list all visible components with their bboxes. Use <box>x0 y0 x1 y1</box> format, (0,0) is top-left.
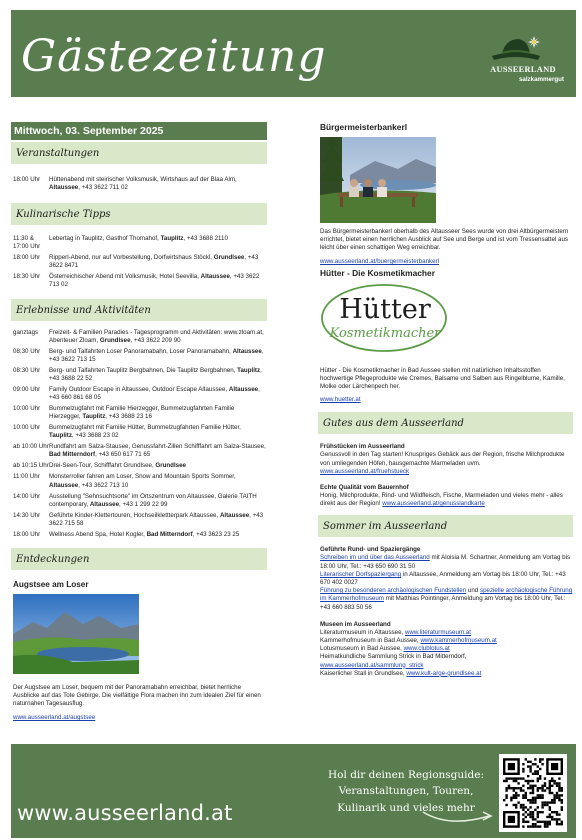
gutes-item-text: Genussvoll in den Tag starten! Knuspriges Gebäck aus der Region, frische Milchprodukte von umliegenden Höfen, hausgemachte Marmeladen uvm. <box>320 451 565 467</box>
event-row <box>13 462 267 470</box>
event-row <box>13 273 267 289</box>
museum-link-lotus[interactable]: www.clublotus.at <box>403 645 450 653</box>
event-phone: , +43 3622 711 02 <box>78 184 128 192</box>
museum-link-strick[interactable]: www.ausseerland.at/sammlung_strick <box>320 661 424 669</box>
right-column <box>318 122 573 678</box>
event-time: ganztags <box>13 328 39 336</box>
event-location: Altaussee <box>49 481 79 489</box>
event-location: Grundlsee <box>213 254 245 262</box>
museum-text: Kaiserlicher Stall in Grundlsee, <box>320 669 407 677</box>
fuehrungen-block <box>320 546 573 611</box>
augstsee-link[interactable]: www.ausseerland.at/augstsee <box>13 714 96 722</box>
event-row <box>13 367 267 383</box>
section-sommer: Sommer im Ausseerland <box>318 515 573 537</box>
event-location: Tauplitz <box>160 235 184 243</box>
event-location: Bad Mitterndorf <box>49 451 96 459</box>
gutes-item-link[interactable]: www.ausseerland.at/fruehstueck <box>320 467 410 475</box>
event-description <box>49 512 267 528</box>
section-entdeckungen: Entdeckungen <box>11 548 267 570</box>
event-time: 11:00 Uhr <box>13 473 40 481</box>
event-location: Tauplitz <box>82 413 106 421</box>
erlebnisse-list <box>11 329 267 539</box>
event-description <box>49 254 267 270</box>
event-description <box>49 405 267 421</box>
event-text: Ripperl-Abend, nur auf Vorbestellung, Dorfwirtshaus Stöckl, <box>49 254 214 262</box>
event-time: 09:00 Uhr <box>13 385 41 393</box>
page-title: Gästezeitung <box>21 31 327 82</box>
event-time: 18:00 Uhr <box>13 530 41 538</box>
section-veranstaltungen: Veranstaltungen <box>11 142 267 164</box>
event-location: Altaussee <box>219 511 250 519</box>
logo-brand-text: AUSSEERLAND <box>490 65 556 74</box>
fuehrung-text-archaeologie: mit Matthias Pointinger, Anmeldung am Vortag bis 18:00 Uhr, Tel.: +43 660 883 50 56 <box>320 595 566 611</box>
event-time: 08:30 Uhr <box>13 366 41 374</box>
event-location: Altaussee <box>232 347 262 355</box>
event-text: Freizeit- & Familien Paradies - Tagesprogramm und Aktivitäten: www.zloam.at, Abenteuer Zloam, <box>49 328 264 344</box>
event-text: Wellness Abend Spa, Hotel Kogler, <box>49 530 147 538</box>
event-phone: , +43 3622 713 10 <box>78 481 129 489</box>
event-description <box>49 424 267 440</box>
event-phone: , +43 3688 23 02 <box>71 432 119 440</box>
event-description <box>49 273 267 289</box>
event-phone: , +43 3622 713 15 <box>49 347 264 363</box>
date-bar: Mittwoch, 03. September 2025 <box>11 122 267 140</box>
guide-line-2: Veranstaltungen, Touren, <box>338 785 474 798</box>
event-time: 18:00 Uhr <box>13 254 41 262</box>
fuehrung-mid-text: und <box>466 587 480 595</box>
ausseerland-logo[interactable] <box>482 32 564 92</box>
museen-block <box>320 621 573 678</box>
buergermeister-text: Das Bürgermeisterbankerl oberhalb des Altausseer Sees wurde von drei Altbürgermeistern errichtet, bietet einen herrlichen Ausblick auf See und Berge und ist vom Tressensattel aus leicht über einen schattigen Weg erreichbar. <box>320 227 569 252</box>
huetter-logo-top: Hütter <box>339 293 431 325</box>
left-column <box>11 122 267 722</box>
event-text: Berg- und Talfahrten Loser Panoramabahn, Loser Panoramabahn, <box>49 347 233 355</box>
fuehrungen-title: Geführte Rund- und Spaziergänge <box>320 546 421 554</box>
event-row <box>13 473 267 489</box>
event-text: Drei-Seen-Tour, Schifffahrt Grundlsee, <box>49 462 156 470</box>
event-time: 14:00 Uhr <box>13 492 41 500</box>
event-time: 14:30 Uhr <box>13 511 41 519</box>
event-phone: , +43 3622 209 90 <box>130 336 181 344</box>
museum-link-literatur[interactable]: www.literaturmuseum.at <box>404 628 471 636</box>
guide-line-3: Kulinarik und vieles mehr <box>337 801 475 814</box>
event-row <box>13 493 267 509</box>
event-description <box>49 176 267 192</box>
event-row <box>13 329 267 345</box>
event-row <box>13 348 267 364</box>
gutes-item-title: Echte Qualität vom Bauernhof <box>320 483 409 491</box>
event-text: Bummelzugfahrt mit Familie Hierzegger, Bummelzugfahrten Familie Hierzegger, <box>49 405 235 421</box>
event-row <box>13 386 267 402</box>
museum-text: Literaturmuseum in Altaussee, <box>320 628 405 636</box>
augstsee-photo <box>13 594 139 674</box>
fuehrung-text-dorfspaziergang: in Altaussee, Anmeldung am Vortag bis 18:00 Uhr, Tel.: +43 670 402 0027 <box>320 570 566 587</box>
event-description <box>49 329 267 345</box>
event-text: Family Outdoor Escape in Altaussee, Outdoor Escape Altaussee, <box>49 385 229 393</box>
event-text: Berg- und Talfahrten Tauplitz Bergbahnen, Die Tauplitz Bergbahnen, <box>49 366 238 374</box>
event-location: Bad Mitterndorf <box>146 530 193 538</box>
event-text: Geführte Kinder-Klettertouren, Hochseilklettterpark Altaussee, <box>49 511 220 519</box>
header-banner <box>11 10 576 97</box>
gutes-item <box>320 484 573 508</box>
event-row <box>13 512 267 528</box>
museum-text: Lotusmuseum in Bad Aussee, <box>320 645 404 653</box>
event-text: Ausstellung "Sehnsuchtsorte" im Ortszentrum von Altaussee, Galerie TAITH contemporary, <box>49 492 257 508</box>
museen-title: Museen im Ausseerland <box>320 620 391 628</box>
event-text: Bummelzugfahrt mit Familie Hütter, Bummelzugfahrten Familie Hütter, <box>49 424 241 432</box>
guide-line-1: Hol dir deinen Regionsguide: <box>328 769 484 781</box>
event-text: Monsterroller fahren am Loser, Snow and Mountain Sports Sommer, <box>49 473 236 481</box>
museum-link-kammerhof[interactable]: www.kammerhofmuseum.at <box>420 637 497 645</box>
event-text: Lebertag in Tauplitz, Gasthof Thomahof, <box>49 235 161 243</box>
event-row <box>13 235 267 251</box>
event-phone: , +43 650 617 71 65 <box>95 451 151 459</box>
event-time: ab 10:15 Uhr <box>13 462 49 470</box>
event-row <box>13 176 267 192</box>
event-location: Tauplitz <box>49 432 72 440</box>
section-kulinarisch: Kulinarische Tipps <box>11 203 267 225</box>
event-location: Altaussee <box>228 385 259 393</box>
event-phone: , +43 3622 715 58 <box>49 511 264 527</box>
qr-code-icon[interactable] <box>499 754 567 832</box>
event-description <box>49 462 267 470</box>
section-erlebnisse: Erlebnisse und Aktivitäten <box>11 299 267 321</box>
event-time: 10:00 Uhr <box>13 405 41 412</box>
event-phone: , +43 3622 713 02 <box>49 273 260 289</box>
fuehrung-text-schreiben: mit Aloisia M. Schartner, Anmeldung am Vortag bis 18:00 Uhr, Tel.: +43 650 690 31 50 <box>320 554 571 570</box>
gutes-item-text: Honig, Milchprodukte, Rind- und Wildfleisch, Fische, Marmeladen und vieles mehr - alles direkt aus der Region! <box>320 492 563 508</box>
event-time: 10:00 Uhr <box>13 424 41 432</box>
event-location: Altaussee <box>200 273 230 281</box>
event-location: Tauplitz <box>237 366 261 374</box>
event-description <box>49 473 267 489</box>
event-description <box>49 367 267 383</box>
event-text: Österreichischer Abend mit Volksmusik, Hotel Seevilla, <box>49 273 201 281</box>
huetter-title: Hütter - Die Kosmetikmacher <box>320 267 435 278</box>
event-phone: , +43 3688 2110 <box>183 235 228 243</box>
museum-text: Heimatkundliche Sammlung Strick in Bad Mitterndorf, <box>320 653 467 661</box>
event-phone: , +43 3688 22 52 <box>49 366 262 382</box>
museum-link-kaiserstall[interactable]: www.kult-arge-grundlsee.at <box>406 669 482 677</box>
event-row <box>13 424 267 440</box>
event-row <box>13 443 267 459</box>
augstsee-text: Der Augstsee am Loser, bequem mit der Panoramabahn erreichbar, bietet herrliche Ausblicke auf das Tote Gebirge. Die vielfältige Flora machen ihn zum idealen Ziel für einen naturnahen Tagesausflug. <box>13 683 261 707</box>
museum-text: Kammerhofmuseum in Bad Aussee, <box>320 637 421 645</box>
section-gutes: Gutes aus dem Ausseerland <box>318 412 573 434</box>
event-row <box>13 254 267 270</box>
event-location: Grundlsee <box>155 462 186 470</box>
gutes-item-title: Frühstücken im Ausseerland <box>320 443 405 451</box>
event-phone: , +43 3622 8471 <box>49 254 259 270</box>
kulinarisch-list <box>11 235 267 289</box>
event-row <box>13 531 267 539</box>
footer-banner <box>11 744 576 838</box>
fuehrung-link-kammerhof[interactable]: spezielle archäologische Führung im Kammerhofmuseum <box>320 587 573 603</box>
logo-sub-text: salzkammergut <box>518 76 564 83</box>
event-description <box>49 348 267 364</box>
event-time: 18:00 Uhr <box>13 176 41 183</box>
augstsee-title: Augstsee am Loser <box>13 579 89 589</box>
veranstaltungen-list <box>11 176 267 192</box>
arrow-icon <box>419 806 499 828</box>
event-phone: , +43 660 861 68 05 <box>49 385 260 401</box>
gutes-item <box>320 443 573 476</box>
event-text: Rundfahrt am Salza-Stausee, Genussfahrt-Zillen Schifffahrt am Salza-Stausee, <box>49 443 266 451</box>
fuehrung-link-schreiben[interactable]: Schreiben im und über das Ausseerland <box>320 554 430 562</box>
hat-logo-icon <box>488 34 544 64</box>
event-location: Altaussee <box>49 184 79 192</box>
event-phone: , +43 3688 23 16 <box>105 413 152 421</box>
event-description <box>49 386 267 402</box>
footer-url[interactable]: www.ausseerland.at <box>17 801 233 825</box>
huetter-text: Hütter - Die Kosmetikmacher in Bad Aussee stellen mit natürlichen Inhaltsstoffen hochwertige Pflegeprodukte wie Cremes, Balsame und Salben aus Ringelblume, Kamille, Molke oder Lärchenpech her. <box>320 366 565 390</box>
huetter-logo <box>320 282 450 354</box>
event-text: Hüttenabend mit steirischer Volksmusik, Wirtshaus auf der Blaa Alm, <box>49 176 237 183</box>
fuehrung-link-archaeologie[interactable]: Führung zu besonderen archäologischen Fundstellen <box>320 587 467 595</box>
event-time: ab 10:00 Uhr <box>13 443 49 451</box>
event-description <box>49 531 267 539</box>
huetter-link[interactable]: www.huetter.at <box>320 396 361 404</box>
event-description <box>49 493 267 509</box>
event-time: 08:30 Uhr <box>13 347 41 355</box>
event-row <box>13 405 267 421</box>
huetter-logo-bottom: Kosmetikmacher <box>329 325 441 341</box>
event-description <box>49 235 267 251</box>
buergermeister-link[interactable]: www.ausseerland.at/buergermeisterbankerl <box>320 258 439 266</box>
event-description <box>49 443 267 459</box>
gutes-item-link[interactable]: www.ausseerland.at/genusslandkarte <box>382 500 485 508</box>
event-location: Grundlsee <box>99 336 131 344</box>
event-phone: , +43 3623 23 25 <box>192 530 240 538</box>
event-time: 18:30 Uhr <box>13 273 41 281</box>
event-location: Altaussee <box>89 500 120 508</box>
event-phone: , +43 1 299 22 99 <box>119 500 168 508</box>
event-time: 11:30 & 17:00 Uhr <box>13 235 41 251</box>
fuehrung-link-dorfspaziergang[interactable]: Literarischer Dorfspaziergang <box>320 570 402 578</box>
buergermeister-title: Bürgermeisterbankerl <box>320 122 408 132</box>
buergermeister-photo <box>320 137 436 223</box>
